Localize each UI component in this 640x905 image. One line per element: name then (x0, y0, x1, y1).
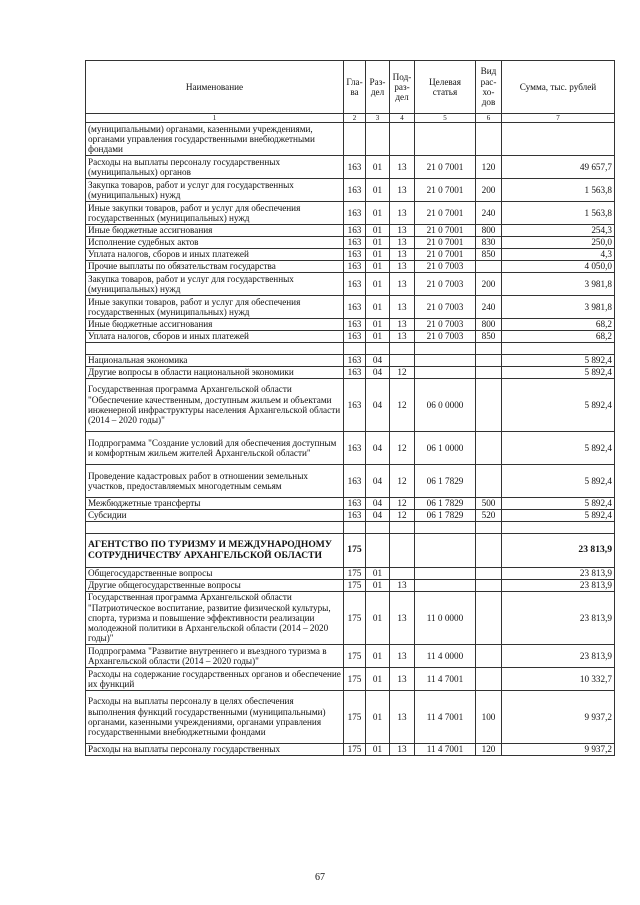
row-target-article: 06 1 7829 (415, 465, 476, 498)
table-row (86, 367, 615, 379)
row-section: 01 (366, 249, 390, 261)
empty-cell (366, 343, 390, 355)
row-subsection: 13 (390, 592, 415, 645)
row-chapter: 175 (344, 534, 366, 568)
row-chapter: 175 (344, 568, 366, 580)
row-subsection: 12 (390, 379, 415, 432)
row-chapter (344, 123, 366, 156)
row-expense-type: 120 (476, 744, 502, 756)
table-row (86, 744, 615, 756)
header-expense-type: Вид рас-хо-дов (476, 61, 502, 114)
row-section: 01 (366, 668, 390, 691)
row-section (366, 534, 390, 568)
row-name: Уплата налогов, сборов и иных платежей (86, 331, 344, 343)
row-expense-type: 850 (476, 249, 502, 261)
row-chapter: 163 (344, 367, 366, 379)
page-number: 67 (315, 872, 325, 883)
row-target-article: 11 4 7001 (415, 691, 476, 744)
table-row (86, 580, 615, 592)
empty-cell (344, 343, 366, 355)
row-sum: 9 937,2 (502, 691, 615, 744)
row-sum: 5 892,4 (502, 432, 615, 465)
table-row (86, 498, 615, 510)
row-subsection: 13 (390, 156, 415, 179)
header-section: Раз-дел (366, 61, 390, 114)
table-row (86, 432, 615, 465)
row-name: Общегосударственные вопросы (86, 568, 344, 580)
table-row (86, 249, 615, 261)
table-row (86, 273, 615, 296)
table-row (86, 645, 615, 668)
table-row (86, 202, 615, 225)
row-sum: 5 892,4 (502, 367, 615, 379)
row-sum: 4 050,0 (502, 261, 615, 273)
row-target-article: 21 0 7001 (415, 225, 476, 237)
row-name: Другие вопросы в области национальной экономики (86, 367, 344, 379)
row-chapter: 163 (344, 179, 366, 202)
row-name: Подпрограмма "Развитие внутреннего и въездного туризма в Архангельской области (2014 – 2020 годы)" (86, 645, 344, 668)
row-chapter: 163 (344, 296, 366, 319)
empty-cell (415, 343, 476, 355)
table-row (86, 568, 615, 580)
row-section: 01 (366, 319, 390, 331)
row-chapter: 163 (344, 331, 366, 343)
row-target-article: 21 0 7003 (415, 331, 476, 343)
row-section (366, 123, 390, 156)
row-section: 01 (366, 202, 390, 225)
row-subsection (390, 568, 415, 580)
table-row (86, 225, 615, 237)
row-expense-type: 240 (476, 202, 502, 225)
row-name: АГЕНТСТВО ПО ТУРИЗМУ И МЕЖДУНАРОДНОМУ СОТРУДНИЧЕСТВУ АРХАНГЕЛЬСКОЙ ОБЛАСТИ (86, 534, 344, 568)
row-chapter: 163 (344, 510, 366, 522)
row-chapter: 175 (344, 580, 366, 592)
row-sum: 23 813,9 (502, 534, 615, 568)
row-chapter: 163 (344, 319, 366, 331)
table-row (86, 691, 615, 744)
row-sum: 68,2 (502, 331, 615, 343)
row-expense-type: 500 (476, 498, 502, 510)
empty-cell (366, 522, 390, 534)
row-sum: 3 981,8 (502, 273, 615, 296)
row-subsection: 13 (390, 668, 415, 691)
row-sum: 250,0 (502, 237, 615, 249)
column-number: 1 (86, 114, 344, 123)
row-sum: 5 892,4 (502, 465, 615, 498)
row-target-article: 11 4 7001 (415, 668, 476, 691)
table-row (86, 592, 615, 645)
column-number: 6 (476, 114, 502, 123)
row-expense-type (476, 580, 502, 592)
row-expense-type: 800 (476, 225, 502, 237)
empty-cell (86, 522, 344, 534)
table-row (86, 237, 615, 249)
row-section: 04 (366, 432, 390, 465)
row-name: Расходы на выплаты персоналу государственных (86, 744, 344, 756)
row-sum: 5 892,4 (502, 510, 615, 522)
row-name: Подпрограмма "Создание условий для обеспечения доступным и комфортным жильем жителей Архангельской области" (86, 432, 344, 465)
row-sum (502, 123, 615, 156)
empty-cell (390, 522, 415, 534)
table-row (86, 465, 615, 498)
row-expense-type (476, 668, 502, 691)
row-section: 01 (366, 179, 390, 202)
row-target-article (415, 534, 476, 568)
row-sum: 1 563,8 (502, 202, 615, 225)
row-section: 04 (366, 510, 390, 522)
row-expense-type (476, 432, 502, 465)
row-subsection: 12 (390, 465, 415, 498)
row-target-article: 11 0 0000 (415, 592, 476, 645)
row-subsection: 13 (390, 580, 415, 592)
row-expense-type: 800 (476, 319, 502, 331)
row-section: 01 (366, 261, 390, 273)
row-target-article: 11 4 7001 (415, 744, 476, 756)
row-name: Иные закупки товаров, работ и услуг для обеспечения государственных (муниципальных) нужд (86, 202, 344, 225)
row-subsection: 13 (390, 202, 415, 225)
row-subsection: 13 (390, 691, 415, 744)
row-chapter: 163 (344, 156, 366, 179)
column-number: 3 (366, 114, 390, 123)
row-sum: 3 981,8 (502, 296, 615, 319)
row-section: 01 (366, 225, 390, 237)
row-subsection: 13 (390, 319, 415, 331)
row-sum: 49 657,7 (502, 156, 615, 179)
budget-table-sheet (85, 60, 614, 756)
row-expense-type: 200 (476, 179, 502, 202)
row-expense-type (476, 123, 502, 156)
column-number: 4 (390, 114, 415, 123)
row-chapter: 175 (344, 645, 366, 668)
row-expense-type (476, 534, 502, 568)
row-subsection: 12 (390, 510, 415, 522)
row-target-article (415, 568, 476, 580)
row-chapter: 163 (344, 261, 366, 273)
row-name: Уплата налогов, сборов и иных платежей (86, 249, 344, 261)
row-chapter: 175 (344, 691, 366, 744)
table-row (86, 296, 615, 319)
row-section: 04 (366, 465, 390, 498)
row-expense-type (476, 645, 502, 668)
header-chapter: Гла-ва (344, 61, 366, 114)
row-subsection: 13 (390, 249, 415, 261)
row-sum: 5 892,4 (502, 355, 615, 367)
row-target-article (415, 580, 476, 592)
row-expense-type (476, 355, 502, 367)
column-number: 2 (344, 114, 366, 123)
row-target-article: 21 0 7001 (415, 179, 476, 202)
row-name: Закупка товаров, работ и услуг для государственных (муниципальных) нужд (86, 273, 344, 296)
row-sum: 10 332,7 (502, 668, 615, 691)
empty-cell (476, 522, 502, 534)
row-subsection: 13 (390, 331, 415, 343)
table-row (86, 261, 615, 273)
empty-cell (390, 343, 415, 355)
row-subsection: 13 (390, 261, 415, 273)
row-name: Государственная программа Архангельской области "Обеспечение качественным, доступным жильем и объектами инженерной инфраструктуры населения Архангельской области (2014 – 2020 годы)" (86, 379, 344, 432)
row-chapter: 163 (344, 379, 366, 432)
row-expense-type (476, 367, 502, 379)
row-chapter: 163 (344, 432, 366, 465)
row-sum: 23 813,9 (502, 592, 615, 645)
row-expense-type: 100 (476, 691, 502, 744)
row-name: Закупка товаров, работ и услуг для государственных (муниципальных) нужд (86, 179, 344, 202)
row-expense-type: 850 (476, 331, 502, 343)
header-sum: Сумма, тыс. рублей (502, 61, 615, 114)
row-target-article: 06 1 7829 (415, 510, 476, 522)
row-name: Другие общегосударственные вопросы (86, 580, 344, 592)
row-chapter: 175 (344, 668, 366, 691)
row-target-article: 21 0 7003 (415, 273, 476, 296)
row-name: Субсидии (86, 510, 344, 522)
empty-cell (344, 522, 366, 534)
empty-cell (415, 522, 476, 534)
row-chapter: 163 (344, 202, 366, 225)
table-row (86, 156, 615, 179)
table-row (86, 379, 615, 432)
row-target-article: 21 0 7001 (415, 156, 476, 179)
row-sum: 5 892,4 (502, 379, 615, 432)
row-sum: 23 813,9 (502, 645, 615, 668)
row-target-article: 06 0 0000 (415, 379, 476, 432)
row-section: 01 (366, 592, 390, 645)
row-subsection: 13 (390, 179, 415, 202)
table-row (86, 319, 615, 331)
row-section: 01 (366, 237, 390, 249)
spacer-row (86, 522, 615, 534)
row-name: Проведение кадастровых работ в отношении земельных участков, предоставляемых многодетным семьям (86, 465, 344, 498)
row-section: 04 (366, 355, 390, 367)
row-chapter: 163 (344, 225, 366, 237)
row-section: 01 (366, 744, 390, 756)
row-chapter: 163 (344, 273, 366, 296)
row-name: Национальная экономика (86, 355, 344, 367)
empty-cell (502, 522, 615, 534)
row-expense-type: 120 (476, 156, 502, 179)
row-chapter: 163 (344, 249, 366, 261)
row-expense-type (476, 379, 502, 432)
row-expense-type: 200 (476, 273, 502, 296)
table-row (86, 179, 615, 202)
column-number: 5 (415, 114, 476, 123)
row-section: 04 (366, 367, 390, 379)
row-section: 01 (366, 331, 390, 343)
row-subsection: 12 (390, 367, 415, 379)
row-subsection: 13 (390, 237, 415, 249)
row-expense-type (476, 261, 502, 273)
row-chapter: 163 (344, 465, 366, 498)
row-section: 01 (366, 645, 390, 668)
row-name: Расходы на выплаты персоналу в целях обеспечения выполнения функций государственными (муниципальными) органами, казенными учреждениями, органами управления государственными внебюджетными фондами (86, 691, 344, 744)
row-subsection: 13 (390, 225, 415, 237)
row-target-article (415, 355, 476, 367)
table-row (86, 534, 615, 568)
row-chapter: 175 (344, 744, 366, 756)
row-name: Расходы на содержание государственных органов и обеспечение их функций (86, 668, 344, 691)
budget-table (85, 60, 615, 756)
row-name: (муниципальными) органами, казенными учреждениями, органами управления государственными внебюджетными фондами (86, 123, 344, 156)
row-name: Исполнение судебных актов (86, 237, 344, 249)
column-number: 7 (502, 114, 615, 123)
row-sum: 4,3 (502, 249, 615, 261)
row-chapter: 163 (344, 355, 366, 367)
table-row (86, 510, 615, 522)
header-subsection: Под-раз-дел (390, 61, 415, 114)
row-target-article: 21 0 7001 (415, 237, 476, 249)
row-sum: 23 813,9 (502, 580, 615, 592)
row-target-article: 21 0 7001 (415, 249, 476, 261)
row-expense-type (476, 592, 502, 645)
row-subsection: 13 (390, 645, 415, 668)
row-name: Иные бюджетные ассигнования (86, 225, 344, 237)
row-name: Прочие выплаты по обязательствам государства (86, 261, 344, 273)
row-subsection: 13 (390, 273, 415, 296)
row-sum: 9 937,2 (502, 744, 615, 756)
empty-cell (502, 343, 615, 355)
table-row (86, 668, 615, 691)
row-target-article: 11 4 0000 (415, 645, 476, 668)
row-subsection: 13 (390, 744, 415, 756)
row-chapter: 175 (344, 592, 366, 645)
row-expense-type (476, 568, 502, 580)
row-name: Иные бюджетные ассигнования (86, 319, 344, 331)
row-expense-type: 520 (476, 510, 502, 522)
row-subsection (390, 534, 415, 568)
row-sum: 68,2 (502, 319, 615, 331)
row-target-article: 21 0 7003 (415, 261, 476, 273)
row-section: 01 (366, 296, 390, 319)
table-row (86, 331, 615, 343)
row-section: 01 (366, 568, 390, 580)
row-target-article (415, 123, 476, 156)
header-name: Наименование (86, 61, 344, 114)
empty-cell (86, 343, 344, 355)
row-subsection (390, 123, 415, 156)
row-expense-type: 830 (476, 237, 502, 249)
row-target-article (415, 367, 476, 379)
row-sum: 5 892,4 (502, 498, 615, 510)
row-subsection (390, 355, 415, 367)
row-target-article: 21 0 7003 (415, 319, 476, 331)
row-target-article: 06 1 7829 (415, 498, 476, 510)
row-name: Государственная программа Архангельской области "Патриотическое воспитание, развитие физической культуры, спорта, туризма и повышение эффективности реализации молодежной политики в Архангельской области (2014 – 2020 годы)" (86, 592, 344, 645)
header-target-article: Целевая статья (415, 61, 476, 114)
row-name: Расходы на выплаты персоналу государственных (муниципальных) органов (86, 156, 344, 179)
row-section: 01 (366, 580, 390, 592)
row-chapter: 163 (344, 498, 366, 510)
row-expense-type: 240 (476, 296, 502, 319)
row-subsection: 12 (390, 498, 415, 510)
row-section: 01 (366, 691, 390, 744)
column-number-row (86, 114, 615, 123)
table-body (86, 123, 615, 756)
row-subsection: 12 (390, 432, 415, 465)
row-section: 04 (366, 498, 390, 510)
row-target-article: 21 0 7003 (415, 296, 476, 319)
row-name: Иные закупки товаров, работ и услуг для обеспечения государственных (муниципальных) нужд (86, 296, 344, 319)
table-row (86, 355, 615, 367)
row-target-article: 21 0 7001 (415, 202, 476, 225)
spacer-row (86, 343, 615, 355)
empty-cell (476, 343, 502, 355)
row-section: 01 (366, 273, 390, 296)
row-section: 01 (366, 156, 390, 179)
row-expense-type (476, 465, 502, 498)
row-section: 04 (366, 379, 390, 432)
row-name: Межбюджетные трансферты (86, 498, 344, 510)
row-subsection: 13 (390, 296, 415, 319)
row-target-article: 06 1 0000 (415, 432, 476, 465)
header-row (86, 61, 615, 114)
table-row (86, 123, 615, 156)
row-sum: 1 563,8 (502, 179, 615, 202)
row-sum: 254,3 (502, 225, 615, 237)
row-chapter: 163 (344, 237, 366, 249)
row-sum: 23 813,9 (502, 568, 615, 580)
